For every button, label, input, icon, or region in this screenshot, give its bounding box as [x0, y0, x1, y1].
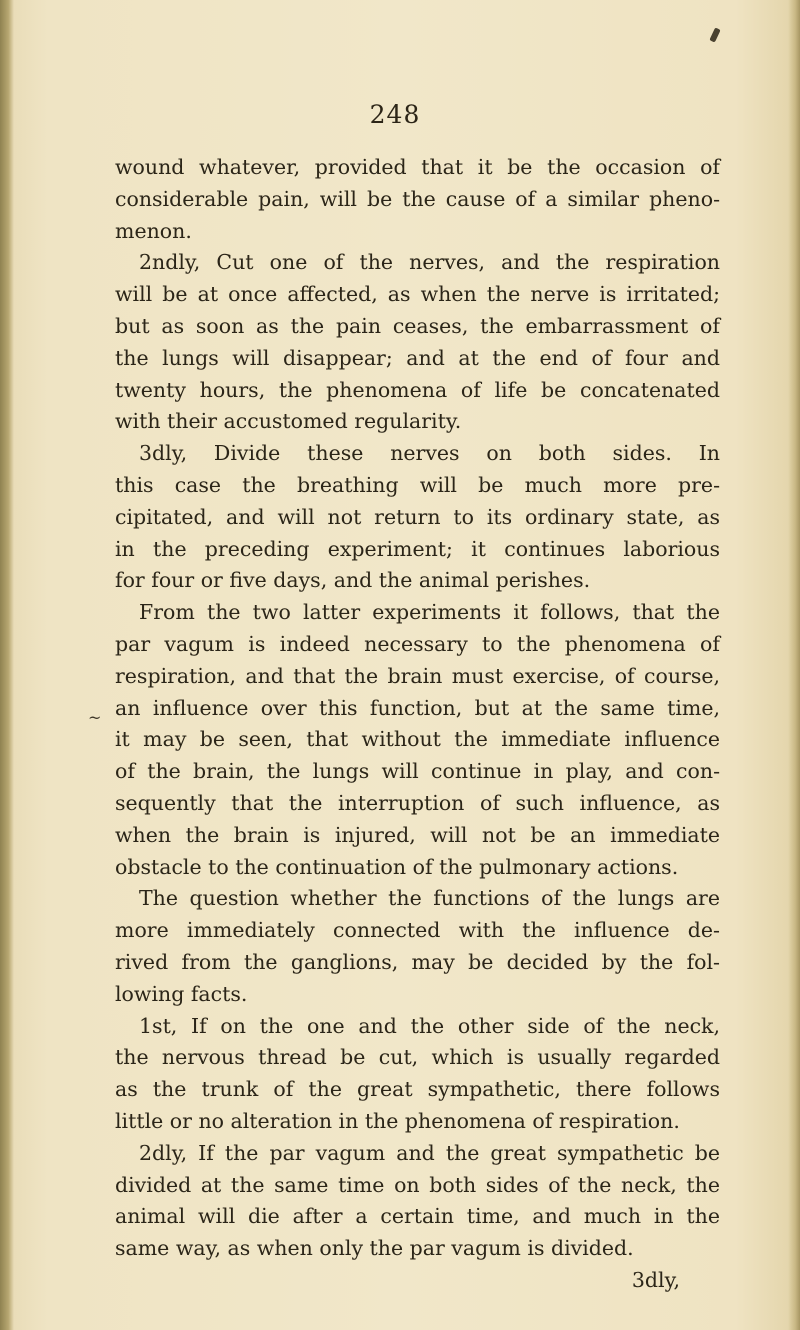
text-line: animal will die after a certain time, and much in the [115, 1204, 720, 1229]
text-line: more immediately connected with the influence de- [115, 918, 720, 943]
text-line: par vagum is indeed necessary to the phenomena of [115, 631, 720, 656]
text-line: it may be seen, that without the immediate influence [115, 727, 720, 752]
text-line: with their accustomed regularity. [115, 409, 462, 434]
text-line: obstacle to the continuation of the pulmonary actions. [115, 854, 679, 879]
text-line: considerable pain, will be the cause of a similar pheno- [115, 186, 720, 211]
text-line: twenty hours, the phenomena of life be concatenated [115, 377, 720, 402]
text-line: 2ndly, Cut one of the nerves, and the respiration [139, 250, 720, 275]
text-line: 1st, If on the one and the other side of the neck, [139, 1013, 720, 1038]
page-edge-right [788, 0, 800, 1330]
text-line: sequently that the interruption of such influence, as [115, 790, 720, 815]
text-line: for four or five days, and the animal perishes. [115, 568, 591, 593]
text-line: little or no alteration in the phenomena of respiration. [115, 1108, 680, 1133]
text-line: 2dly, If the par vagum and the great sympathetic be [139, 1140, 720, 1165]
page-number: 248 [369, 100, 421, 129]
text-line: From the two latter experiments it follows, that the [139, 600, 720, 625]
text-line: divided at the same time on both sides of the neck, the [115, 1172, 720, 1197]
margin-tilde: ~ [88, 708, 102, 727]
text-line: when the brain is injured, will not be an immediate [115, 822, 720, 847]
text-line: rived from the ganglions, may be decided by the fol- [115, 949, 720, 974]
text-line: the lungs will disappear; and at the end of four and [115, 345, 720, 370]
catchword: 3dly, [631, 1267, 680, 1292]
text-line: cipitated, and will not return to its ordinary state, as [115, 504, 720, 529]
body-text [115, 152, 720, 1297]
page-edge-left [0, 0, 14, 1330]
text-line: The question whether the functions of the lungs are [139, 886, 720, 911]
text-line: will be at once affected, as when the nerve is irritated; [115, 282, 720, 307]
text-line: respiration, and that the brain must exercise, of course, [115, 663, 720, 688]
text-line: as the trunk of the great sympathetic, there follows [115, 1077, 720, 1102]
text-line: but as soon as the pain ceases, the embarrassment of [115, 313, 720, 338]
text-line: menon. [115, 218, 192, 243]
text-line: 3dly, Divide these nerves on both sides. In [139, 441, 720, 466]
text-line: an influence over this function, but at the same time, [115, 695, 720, 720]
text-line: of the brain, the lungs will continue in play, and con- [115, 759, 720, 784]
text-line: same way, as when only the par vagum is divided. [115, 1236, 634, 1261]
text-line: this case the breathing will be much more pre- [115, 472, 720, 497]
text-line: lowing facts. [115, 981, 248, 1006]
ink-mark [709, 27, 720, 42]
text-line: the nervous thread be cut, which is usually regarded [115, 1045, 720, 1070]
text-line: wound whatever, provided that it be the occasion of [115, 155, 720, 179]
text-line: in the preceding experiment; it continues laborious [115, 536, 720, 561]
